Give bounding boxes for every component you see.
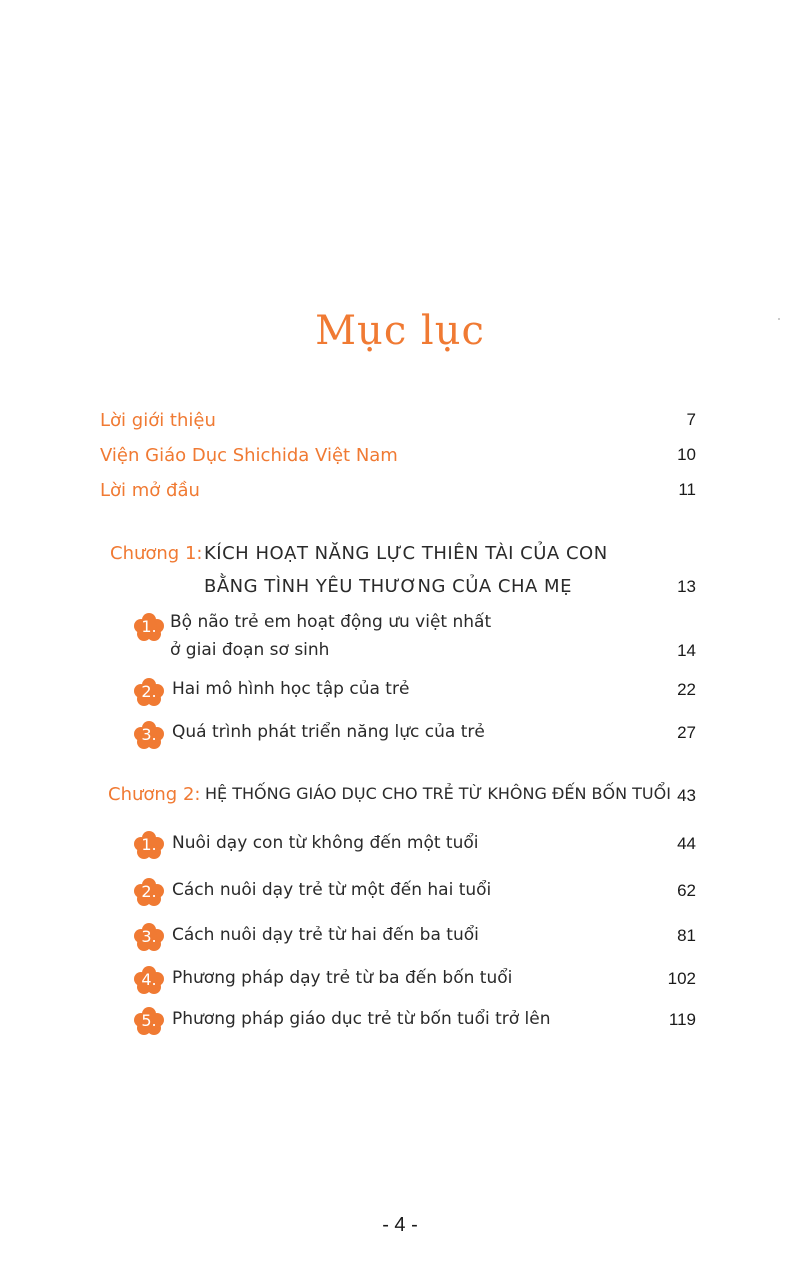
chapter-title-line: KÍCH HOẠT NĂNG LỰC THIÊN TÀI CỦA CON <box>204 543 608 564</box>
chapter-entry[interactable] <box>0 543 800 607</box>
section-number: 1. <box>141 617 157 636</box>
section-number: 2. <box>141 682 157 701</box>
section-entry[interactable] <box>0 720 800 750</box>
section-entry[interactable] <box>0 922 800 952</box>
toc-entry-label: Lời mở đầu <box>100 480 200 501</box>
section-title-line: ở giai đoạn sơ sinh <box>170 640 330 660</box>
toc-entry-page: 7 <box>686 410 696 429</box>
flower-bullet-icon <box>132 720 166 750</box>
section-number: 5. <box>141 1011 157 1030</box>
toc-entry[interactable] <box>0 480 800 510</box>
speck <box>778 318 780 320</box>
toc-entry[interactable] <box>0 410 800 440</box>
section-page: 62 <box>677 881 696 900</box>
section-page: 27 <box>677 723 696 742</box>
section-number: 4. <box>141 970 157 989</box>
flower-bullet-icon <box>132 612 166 642</box>
section-page: 119 <box>668 1010 696 1029</box>
section-number: 1. <box>141 835 157 854</box>
chapter-title-line: BẰNG TÌNH YÊU THƯƠNG CỦA CHA MẸ <box>204 576 572 597</box>
section-entry[interactable] <box>0 877 800 907</box>
section-number: 2. <box>141 882 157 901</box>
toc-entry-page: 11 <box>678 480 696 499</box>
section-entry[interactable] <box>0 965 800 995</box>
section-title: Hai mô hình học tập của trẻ <box>172 679 410 699</box>
toc-entry-label: Lời giới thiệu <box>100 410 216 431</box>
section-entry[interactable] <box>0 1006 800 1036</box>
flower-bullet-icon <box>132 965 166 995</box>
toc-entry-page: 10 <box>677 445 696 464</box>
chapter-page: 43 <box>677 786 696 805</box>
section-number: 3. <box>141 725 157 744</box>
chapter-prefix: Chương 2: <box>108 784 201 805</box>
flower-bullet-icon <box>132 922 166 952</box>
toc-entry[interactable] <box>0 445 800 475</box>
section-number: 3. <box>141 927 157 946</box>
flower-bullet-icon <box>132 830 166 860</box>
section-page: 81 <box>677 926 696 945</box>
section-entry[interactable] <box>0 830 800 860</box>
section-title: Quá trình phát triển năng lực của trẻ <box>172 722 485 742</box>
section-page: 102 <box>667 969 696 988</box>
section-title: Cách nuôi dạy trẻ từ hai đến ba tuổi <box>172 925 479 945</box>
section-title: Nuôi dạy con từ không đến một tuổi <box>172 833 479 853</box>
section-page: 22 <box>677 680 696 699</box>
chapter-title-line: HỆ THỐNG GIÁO DỤC CHO TRẺ TỪ KHÔNG ĐẾN BỐN TUỔI <box>205 784 671 803</box>
section-title: Phương pháp giáo dục trẻ từ bốn tuổi trở lên <box>172 1009 551 1029</box>
page-number: - 4 - <box>382 1214 418 1236</box>
chapter-prefix: Chương 1: <box>110 543 203 564</box>
chapter-entry[interactable] <box>0 784 800 814</box>
flower-bullet-icon <box>132 677 166 707</box>
page-title: Mục lục <box>315 308 485 354</box>
flower-bullet-icon <box>132 1006 166 1036</box>
section-page: 44 <box>677 834 696 853</box>
section-title: Cách nuôi dạy trẻ từ một đến hai tuổi <box>172 880 492 900</box>
flower-bullet-icon <box>132 877 166 907</box>
section-entry[interactable] <box>0 612 800 670</box>
section-title-line: Bộ não trẻ em hoạt động ưu việt nhất <box>170 612 492 632</box>
toc-entry-label: Viện Giáo Dục Shichida Việt Nam <box>100 445 398 466</box>
section-entry[interactable] <box>0 677 800 707</box>
section-title: Phương pháp dạy trẻ từ ba đến bốn tuổi <box>172 968 513 988</box>
chapter-page: 13 <box>677 577 696 596</box>
section-page: 14 <box>677 641 696 660</box>
